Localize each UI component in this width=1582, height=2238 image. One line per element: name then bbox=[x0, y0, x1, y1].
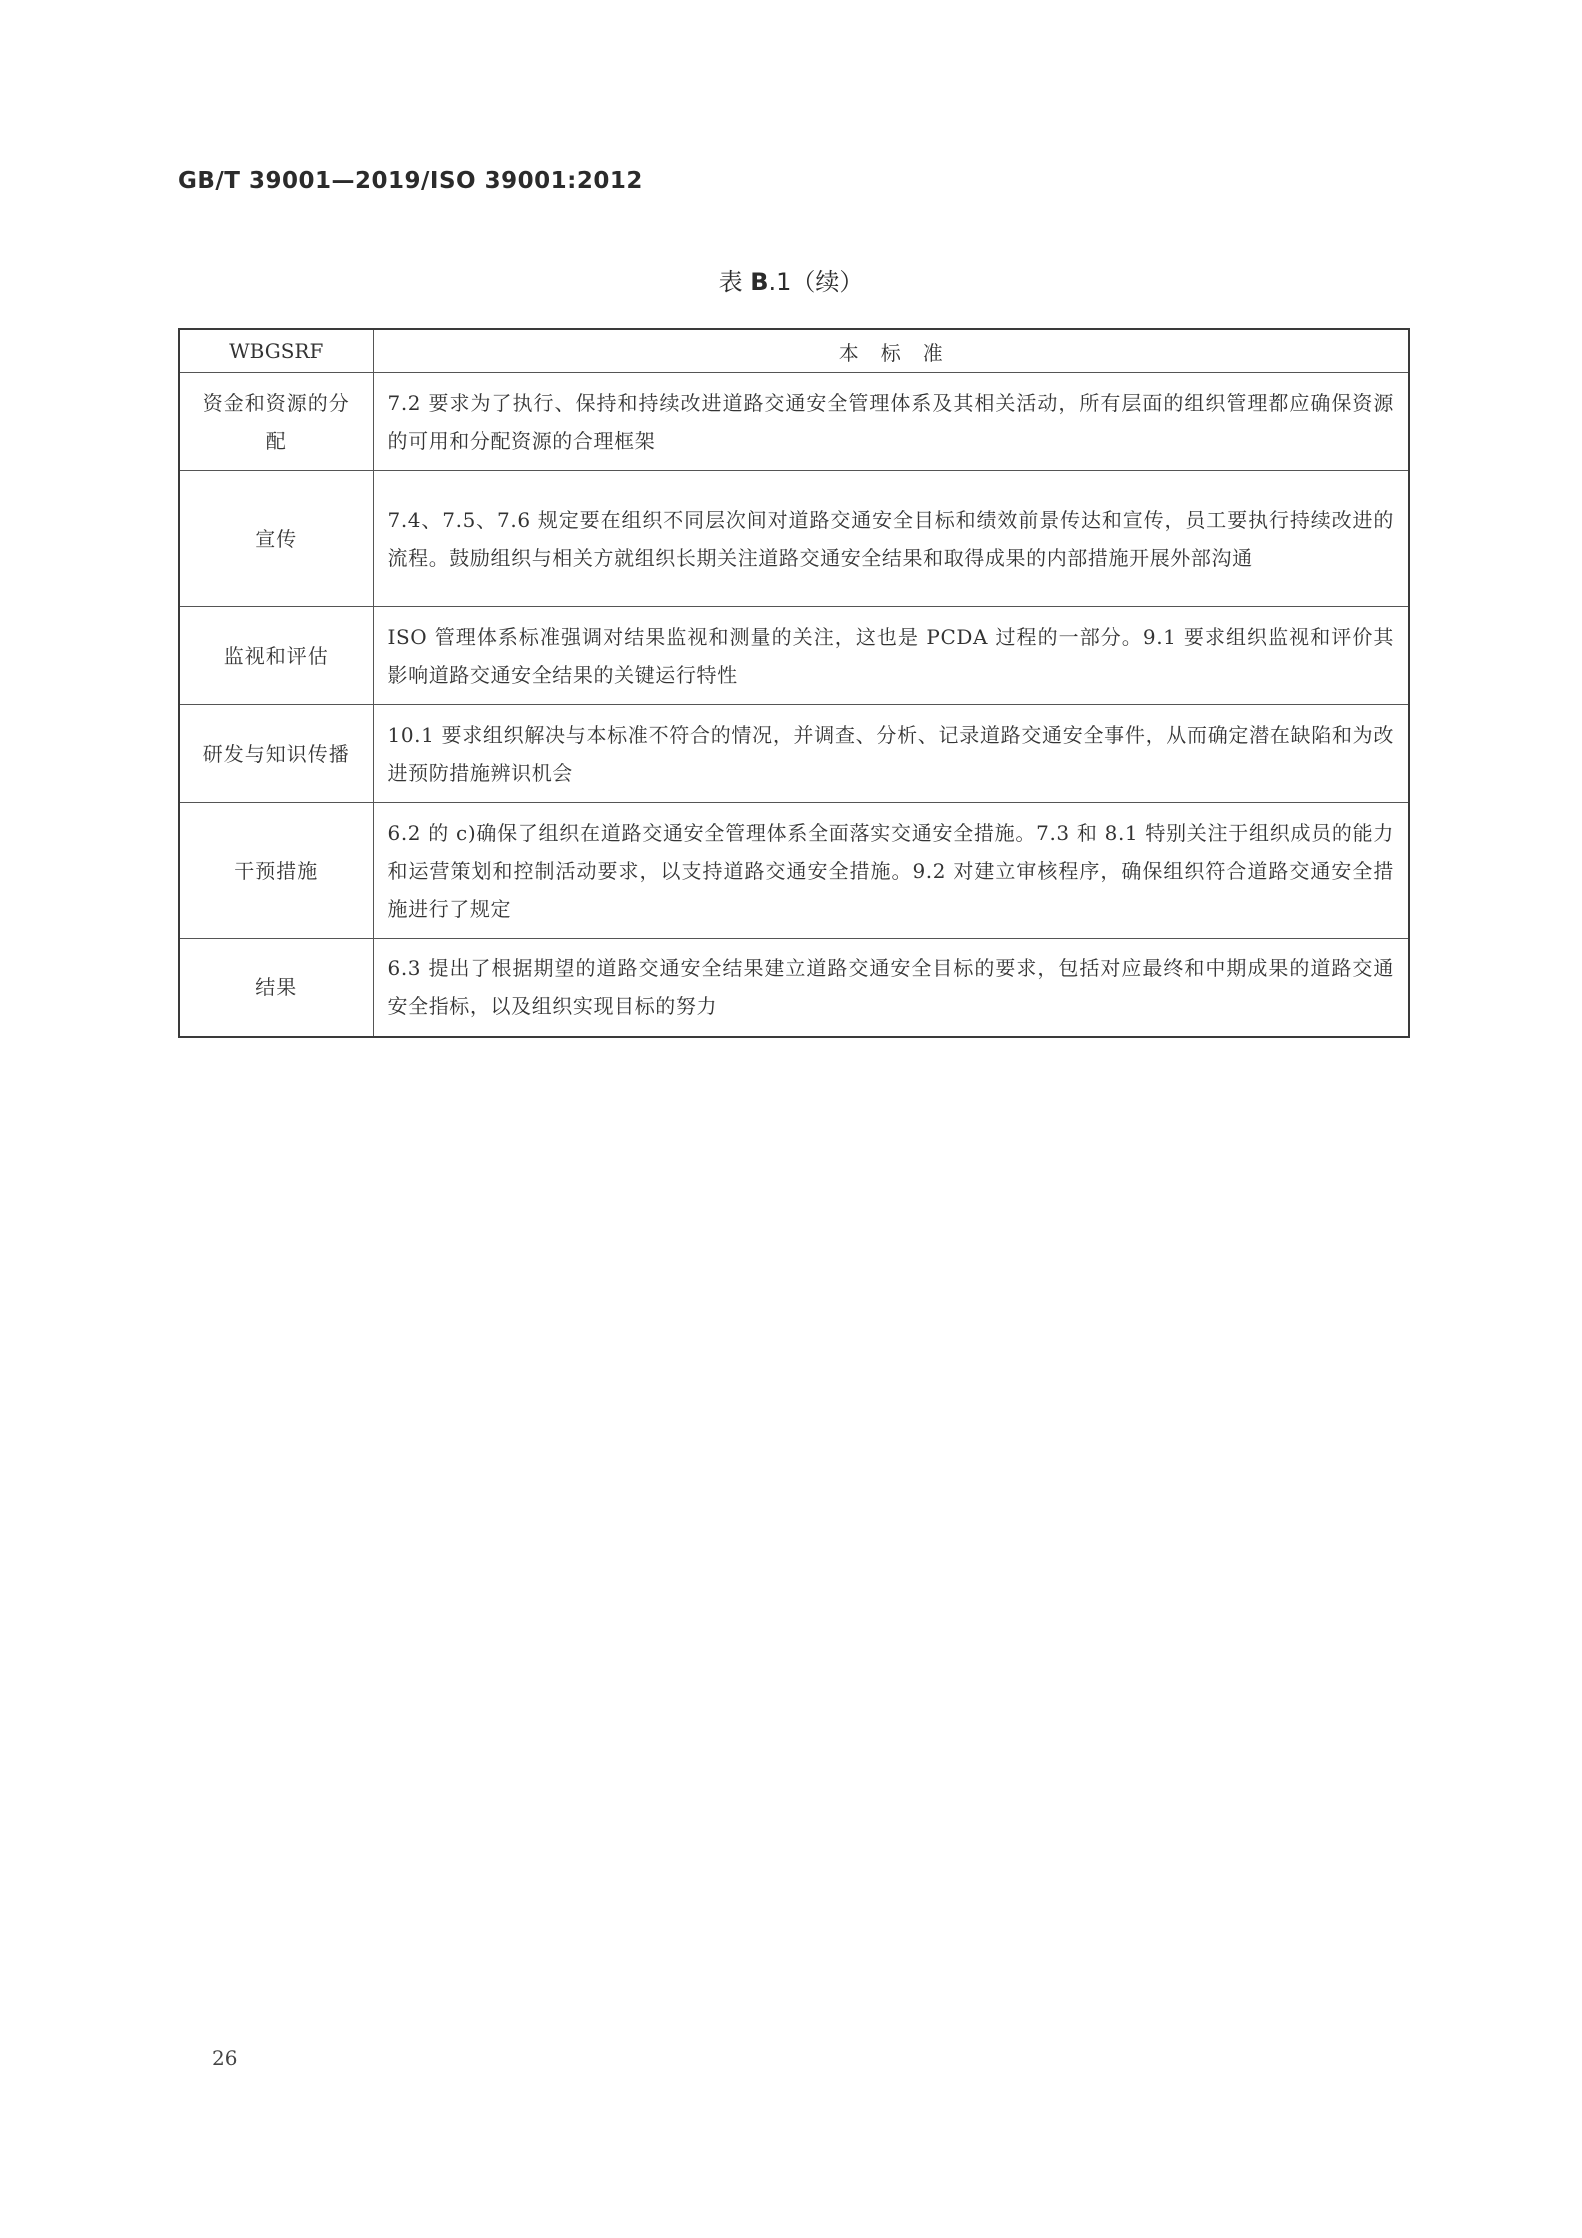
header-wbgsrf: WBGSRF bbox=[179, 329, 373, 373]
row-category: 干预措施 bbox=[179, 803, 373, 939]
document-id-header: GB/T 39001—2019/ISO 39001:2012 bbox=[178, 168, 643, 194]
row-description: 6.3 提出了根据期望的道路交通安全结果建立道路交通安全目标的要求，包括对应最终和中期成果的道路交通安全指标，以及组织实现目标的努力 bbox=[373, 939, 1409, 1037]
table-row bbox=[179, 373, 1409, 471]
table-title-label: B bbox=[750, 268, 769, 296]
table-title-prefix: 表 bbox=[718, 268, 751, 296]
table-row bbox=[179, 803, 1409, 939]
row-category: 结果 bbox=[179, 939, 373, 1037]
table-row bbox=[179, 607, 1409, 705]
row-category: 宣传 bbox=[179, 471, 373, 607]
row-category: 资金和资源的分配 bbox=[179, 373, 373, 471]
header-this-standard: 本标准 bbox=[373, 329, 1409, 373]
table-row bbox=[179, 705, 1409, 803]
row-description: 6.2 的 c)确保了组织在道路交通安全管理体系全面落实交通安全措施。7.3 和 8.1 特别关注于组织成员的能力和运营策划和控制活动要求，以支持道路交通安全措施。9.2 对建立审核程序，确保组织符合道路交通安全措施进行了规定 bbox=[373, 803, 1409, 939]
row-category: 研发与知识传播 bbox=[179, 705, 373, 803]
page-number: 26 bbox=[212, 2046, 238, 2070]
row-category: 监视和评估 bbox=[179, 607, 373, 705]
row-description: 7.2 要求为了执行、保持和持续改进道路交通安全管理体系及其相关活动，所有层面的组织管理都应确保资源的可用和分配资源的合理框架 bbox=[373, 373, 1409, 471]
row-description: 10.1 要求组织解决与本标准不符合的情况，并调查、分析、记录道路交通安全事件，从而确定潜在缺陷和为改进预防措施辨识机会 bbox=[373, 705, 1409, 803]
row-description: ISO 管理体系标准强调对结果监视和测量的关注，这也是 PCDA 过程的一部分。9.1 要求组织监视和评价其影响道路交通安全结果的关键运行特性 bbox=[373, 607, 1409, 705]
comparison-table bbox=[178, 328, 1410, 1038]
table-title bbox=[0, 262, 1582, 297]
table-title-suffix: .1（续） bbox=[768, 268, 864, 296]
table-row bbox=[179, 471, 1409, 607]
row-description: 7.4、7.5、7.6 规定要在组织不同层次间对道路交通安全目标和绩效前景传达和宣传，员工要执行持续改进的流程。鼓励组织与相关方就组织长期关注道路交通安全结果和取得成果的内部措施开展外部沟通 bbox=[373, 471, 1409, 607]
table-header-row bbox=[179, 329, 1409, 373]
table-row bbox=[179, 939, 1409, 1037]
